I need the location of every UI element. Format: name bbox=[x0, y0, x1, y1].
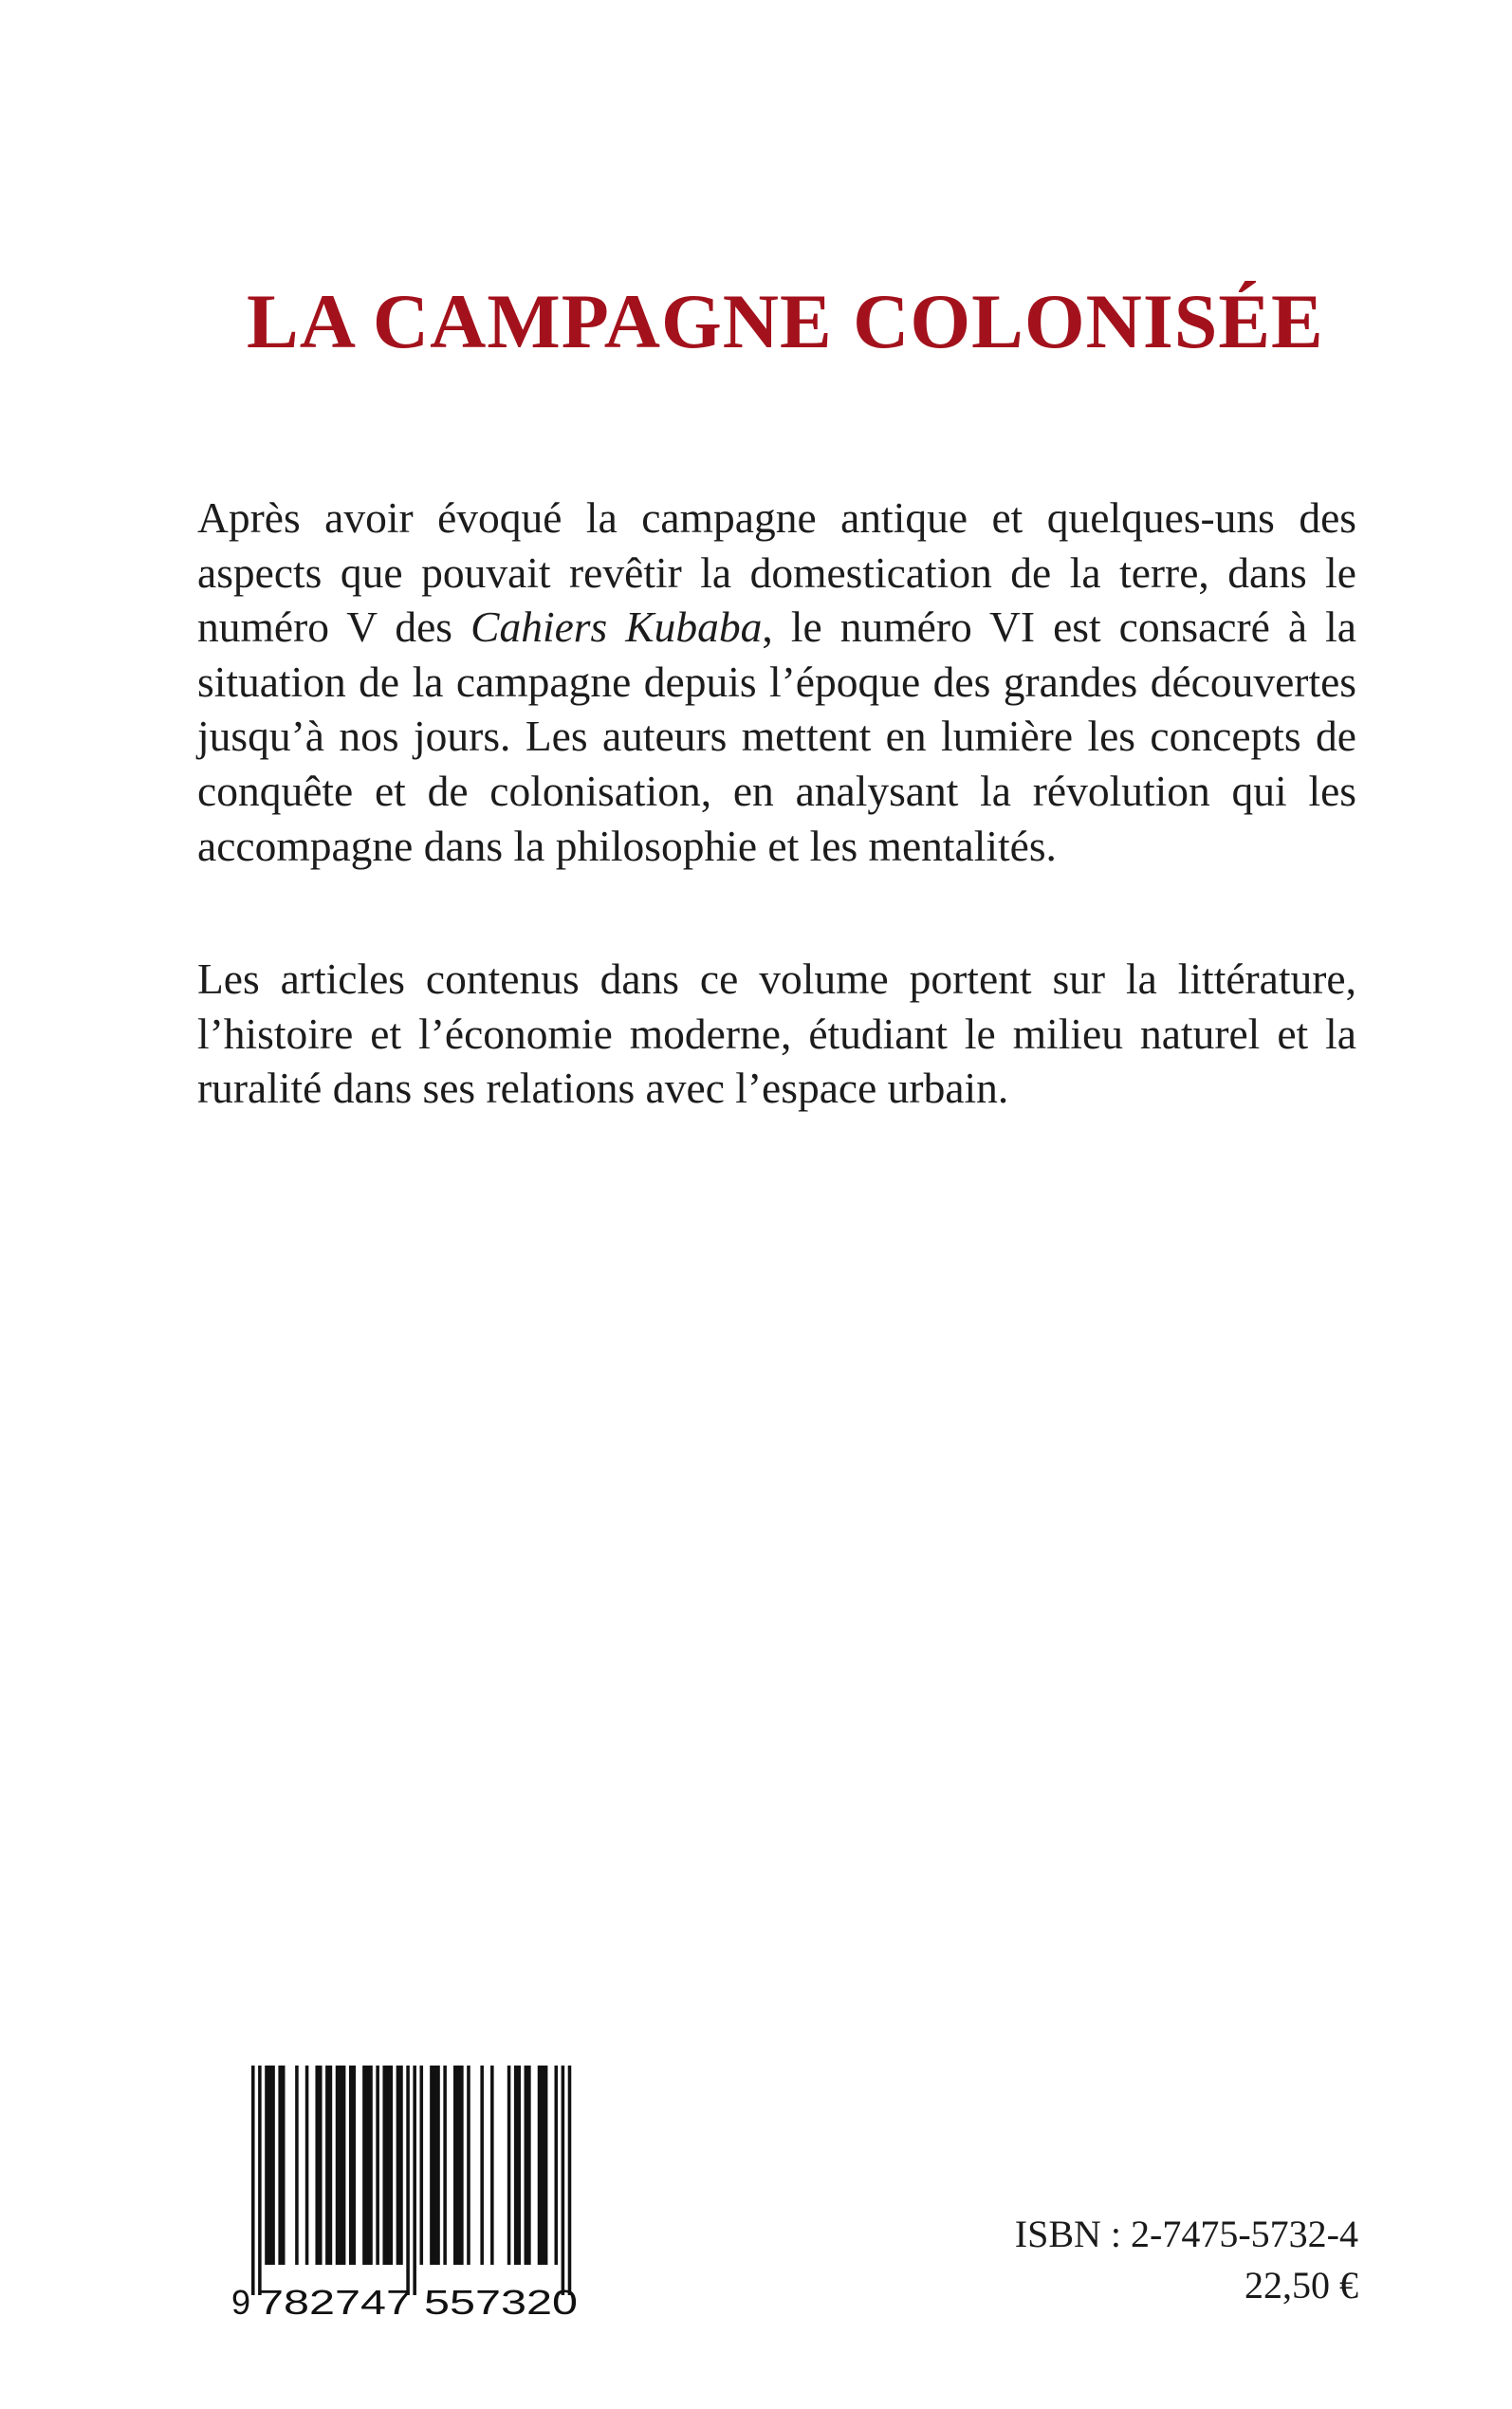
barcode-bar bbox=[562, 2066, 565, 2295]
barcode-bar bbox=[278, 2066, 285, 2265]
barcode-bar bbox=[362, 2066, 373, 2265]
barcode-bar bbox=[568, 2066, 572, 2295]
paragraph-1-text-end: , le numéro VI est consacré à la situation de la campagne depuis l’époque des grandes découvertes jusqu’à nos jours. Les auteurs mettent en lumière les concepts de conquête et de colonisation, en analysant la révolution qui les accompagne dans la philosophie et les mentalités. bbox=[197, 602, 1357, 870]
barcode-bar bbox=[507, 2066, 511, 2265]
barcode-bar bbox=[420, 2066, 424, 2265]
barcode-left-digits: 782747 bbox=[258, 2283, 412, 2322]
barcode-bar bbox=[376, 2066, 379, 2265]
barcode-bar bbox=[315, 2066, 322, 2265]
description-paragraph-2: Les articles contenus dans ce volume portent sur la littérature, l’histoire et l’économie moderne, étudiant le milieu naturel et la ruralité dans ses relations avec l’espace urbain. bbox=[197, 954, 1356, 1113]
barcode-bar bbox=[406, 2066, 410, 2295]
barcode-bar bbox=[480, 2066, 484, 2265]
description-paragraph-1 bbox=[197, 491, 1356, 873]
barcode-bar bbox=[382, 2066, 393, 2265]
barcode-bar bbox=[325, 2066, 332, 2265]
barcode-bar bbox=[490, 2066, 494, 2265]
barcode-bar bbox=[525, 2066, 531, 2265]
barcode-bar bbox=[467, 2066, 470, 2265]
barcode-bar bbox=[265, 2066, 275, 2265]
barcode-bar bbox=[258, 2066, 262, 2295]
price: 22,50 € bbox=[1245, 2264, 1358, 2307]
barcode-bar bbox=[305, 2066, 309, 2265]
barcode-bar bbox=[514, 2066, 521, 2265]
barcode-bar bbox=[555, 2066, 559, 2265]
isbn-number: ISBN : 2-7475-5732-4 bbox=[1014, 2213, 1358, 2255]
barcode-bar bbox=[349, 2066, 356, 2265]
barcode-bar bbox=[336, 2066, 346, 2265]
barcode-bar bbox=[413, 2066, 416, 2295]
book-title: LA CAMPAGNE COLONISÉE bbox=[247, 278, 1324, 364]
barcode-right-digits: 557320 bbox=[424, 2283, 578, 2322]
barcode-bar bbox=[396, 2066, 403, 2265]
paragraph-1-text-start: Après avoir évoqué la campagne antique et quelques-uns des aspects que pouvait revêtir la domestication de la terre, dans le numéro V des bbox=[197, 493, 1356, 652]
barcode-bar bbox=[251, 2066, 255, 2295]
barcode-graphic bbox=[228, 2066, 599, 2324]
barcode-bar bbox=[453, 2066, 464, 2265]
barcode-bar bbox=[443, 2066, 447, 2265]
barcode-first-digit: 9 bbox=[231, 2283, 251, 2322]
ean-barcode bbox=[228, 2066, 599, 2324]
barcode-bar bbox=[295, 2066, 299, 2265]
barcode-bar bbox=[538, 2066, 548, 2265]
barcode-bars bbox=[251, 2066, 571, 2295]
series-name: Cahiers Kubaba bbox=[470, 602, 763, 652]
barcode-bar bbox=[430, 2066, 440, 2265]
